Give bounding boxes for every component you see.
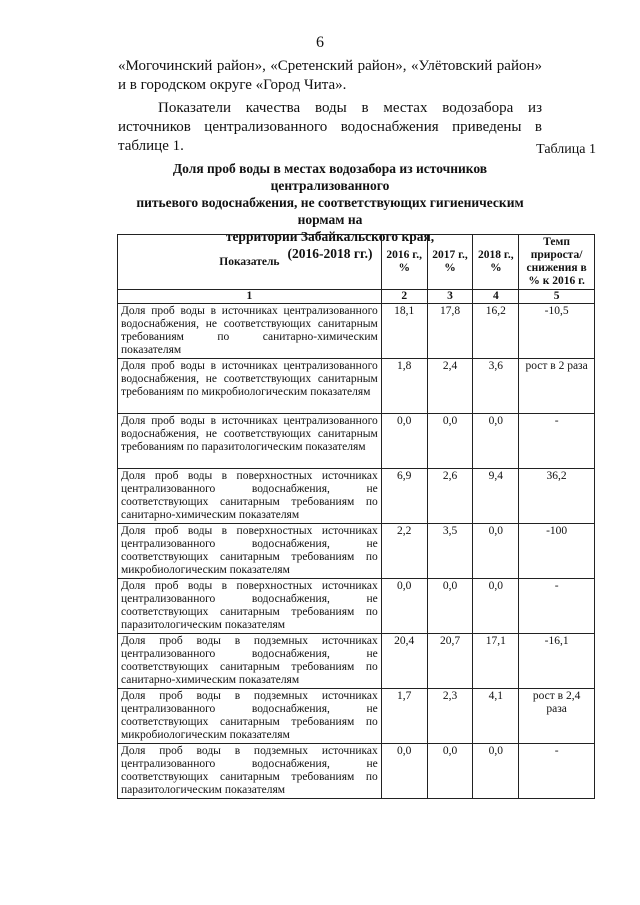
value-2018-cell: 17,1 <box>473 634 519 689</box>
value-2017-cell: 0,0 <box>427 744 473 799</box>
value-2018-cell: 0,0 <box>473 579 519 634</box>
rate-cell: 36,2 <box>519 469 595 524</box>
indicator-cell: Доля проб воды в поверхностных источниках централизованного водоснабжения, не соответствующих санитарным требованиям по микробиологическим показателям <box>118 524 382 579</box>
value-2018-cell: 3,6 <box>473 359 519 414</box>
rate-cell: рост в 2,4 раза <box>519 689 595 744</box>
table-row <box>118 469 595 524</box>
value-2018-cell: 16,2 <box>473 304 519 359</box>
value-2016-cell: 0,0 <box>381 414 427 469</box>
table-row <box>118 414 595 469</box>
header-rate: Темп прироста/ снижения в % к 2016 г. <box>519 235 595 290</box>
value-2018-cell: 4,1 <box>473 689 519 744</box>
table-label: Таблица 1 <box>536 142 596 157</box>
value-2017-cell: 0,0 <box>427 579 473 634</box>
value-2017-cell: 2,4 <box>427 359 473 414</box>
table-row <box>118 304 595 359</box>
paragraph-1: «Могочинский район», «Сретенский район», «Улётовский район» и в городском округе «Город Чита». <box>118 58 542 93</box>
rate-cell: - <box>519 579 595 634</box>
table-row <box>118 634 595 689</box>
indicator-cell: Доля проб воды в источниках централизованного водоснабжения, не соответствующих санитарным требованиям по паразитологическим показателям <box>118 414 382 469</box>
water-quality-table <box>117 234 595 799</box>
value-2016-cell: 1,8 <box>381 359 427 414</box>
column-number: 2 <box>381 290 427 304</box>
value-2017-cell: 3,5 <box>427 524 473 579</box>
value-2016-cell: 20,4 <box>381 634 427 689</box>
value-2016-cell: 0,0 <box>381 744 427 799</box>
value-2017-cell: 2,3 <box>427 689 473 744</box>
table-title-line: Доля проб воды в местах водозабора из источников централизованного <box>172 161 488 193</box>
value-2016-cell: 18,1 <box>381 304 427 359</box>
header-indicator: Показатель <box>118 235 382 290</box>
rate-cell: - <box>519 744 595 799</box>
value-2018-cell: 9,4 <box>473 469 519 524</box>
column-number-row <box>118 290 595 304</box>
column-number: 3 <box>427 290 473 304</box>
column-number: 5 <box>519 290 595 304</box>
column-number: 4 <box>473 290 519 304</box>
table-title-line: питьевого водоснабжения, не соответствующих гигиеническим нормам на <box>136 195 524 227</box>
header-2018: 2018 г., % <box>473 235 519 290</box>
table-header-row <box>118 235 595 290</box>
table-row <box>118 689 595 744</box>
value-2018-cell: 0,0 <box>473 524 519 579</box>
rate-cell: -10,5 <box>519 304 595 359</box>
table-title-line: (2016-2018 гг.) <box>287 246 373 261</box>
value-2017-cell: 20,7 <box>427 634 473 689</box>
value-2017-cell: 2,6 <box>427 469 473 524</box>
paragraph-2: Показатели качества воды в местах водозабора из источников централизованного водоснабжения приведены в таблице 1. <box>118 100 542 154</box>
rate-cell: -100 <box>519 524 595 579</box>
rate-cell: - <box>519 414 595 469</box>
value-2016-cell: 6,9 <box>381 469 427 524</box>
page-number: 6 <box>316 34 324 51</box>
value-2017-cell: 17,8 <box>427 304 473 359</box>
indicator-cell: Доля проб воды в подземных источниках централизованного водоснабжения, не соответствующих санитарным требованиям по санитарно-химическим показателям <box>118 634 382 689</box>
value-2016-cell: 2,2 <box>381 524 427 579</box>
value-2018-cell: 0,0 <box>473 744 519 799</box>
rate-cell: рост в 2 раза <box>519 359 595 414</box>
indicator-cell: Доля проб воды в источниках централизованного водоснабжения, не соответствующих санитарным требованиям по микробиологическим показателям <box>118 359 382 414</box>
header-2017: 2017 г., % <box>427 235 473 290</box>
value-2016-cell: 0,0 <box>381 579 427 634</box>
header-2016: 2016 г., % <box>381 235 427 290</box>
indicator-cell: Доля проб воды в подземных источниках централизованного водоснабжения, не соответствующих санитарным требованиям по микробиологическим показателям <box>118 689 382 744</box>
table-row <box>118 744 595 799</box>
column-number: 1 <box>118 290 382 304</box>
table-row <box>118 359 595 414</box>
value-2016-cell: 1,7 <box>381 689 427 744</box>
table-row <box>118 524 595 579</box>
value-2017-cell: 0,0 <box>427 414 473 469</box>
value-2018-cell: 0,0 <box>473 414 519 469</box>
table-row <box>118 579 595 634</box>
indicator-cell: Доля проб воды в подземных источниках централизованного водоснабжения, не соответствующих санитарным требованиям по паразитологическим показателям <box>118 744 382 799</box>
indicator-cell: Доля проб воды в поверхностных источниках централизованного водоснабжения, не соответствующих санитарным требованиям по паразитологическим показателям <box>118 579 382 634</box>
indicator-cell: Доля проб воды в источниках централизованного водоснабжения, не соответствующих санитарным требованиям по санитарно-химическим показателям <box>118 304 382 359</box>
indicator-cell: Доля проб воды в поверхностных источниках централизованного водоснабжения, не соответствующих санитарным требованиям по санитарно-химическим показателям <box>118 469 382 524</box>
table-title-line: территории Забайкальского края, <box>225 229 435 244</box>
rate-cell: -16,1 <box>519 634 595 689</box>
